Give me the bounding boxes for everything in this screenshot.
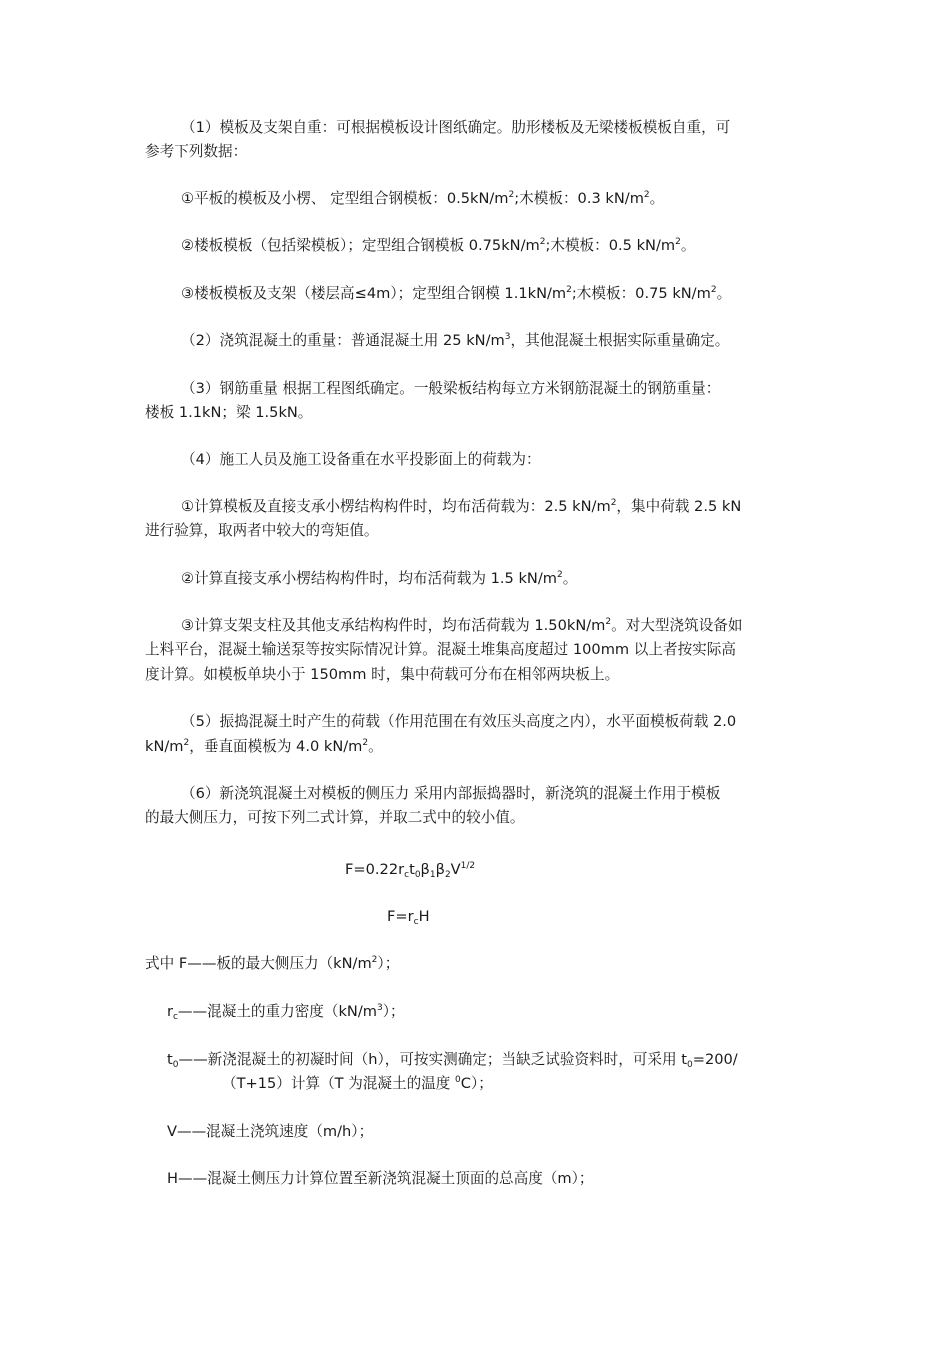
text: ;木模板：0.5 kN/m	[545, 237, 676, 254]
text: H——混凝土侧压力计算位置至新浇筑混凝土顶面的总高度（m）；	[167, 1170, 594, 1187]
text: 的最大侧压力，可按下列二式计算，并取二式中的较小值。	[145, 809, 525, 826]
text: 。	[680, 237, 696, 254]
text: ①平板的模板及小楞、 定型组合钢模板：0.5kN/m	[181, 190, 509, 207]
superscript: 2	[362, 738, 369, 748]
para-3-line-2	[145, 403, 312, 423]
subscript: 2	[444, 870, 451, 880]
text: ③楼板模板及支架（楼层高≤4m）；定型组合钢模 1.1kN/m	[181, 285, 567, 302]
text: 。	[649, 190, 665, 207]
superscript: 2	[605, 617, 612, 627]
para-1a	[181, 189, 664, 209]
text: （6）新浇筑混凝土对模板的侧压力 采用内部振捣器时，新浇筑的混凝土作用于模板	[181, 785, 721, 802]
subscript: 0	[686, 1060, 693, 1070]
para-4b	[181, 569, 577, 589]
para-1c	[181, 284, 731, 304]
text: （1）模板及支架自重：可根据模板设计图纸确定。肋形楼板及无梁楼板模板自重，可	[181, 119, 731, 136]
def-f	[145, 954, 399, 974]
text: ——新浇混凝土的初凝时间（h），可按实测确定；当缺乏试验资料时，可采用 t	[178, 1051, 687, 1068]
text: ①计算模板及直接支承小楞结构构件时，均布活荷载为：2.5 kN/m	[181, 498, 611, 515]
text: ;木模板：0.3 kN/m	[514, 190, 644, 207]
text: F=r	[387, 908, 414, 925]
text: ③计算支架支柱及其他支承结构构件时，均布活荷载为 1.50kN/m	[181, 617, 606, 634]
superscript: 2	[556, 570, 563, 580]
para-4	[181, 450, 541, 470]
para-5-line-1	[181, 712, 736, 732]
subscript: 0	[172, 1060, 179, 1070]
superscript: 0	[455, 1075, 461, 1085]
para-4a-line-2	[145, 521, 379, 541]
text: 式中 F——板的最大侧压力（kN/m	[145, 955, 372, 972]
def-v	[167, 1122, 373, 1142]
para-1-line-2	[145, 142, 247, 162]
text: 。	[368, 738, 383, 755]
para-4c-line-2	[145, 640, 736, 660]
def-t0-line-2	[222, 1074, 493, 1094]
text: β	[435, 861, 445, 878]
para-4c-line-1	[181, 616, 742, 636]
text: β	[420, 861, 430, 878]
superscript: 2	[610, 498, 617, 508]
para-3-line-1	[181, 379, 720, 399]
text: （T+15）计算（T 为混凝土的温度	[222, 1075, 456, 1092]
text: C）；	[460, 1075, 493, 1092]
subscript: c	[173, 1012, 178, 1022]
text: V——混凝土浇筑速度（m/h）；	[167, 1123, 374, 1140]
superscript: 2	[566, 285, 572, 295]
text: ，集中荷载 2.5 kN	[616, 498, 742, 515]
text: 参考下列数据：	[145, 143, 248, 160]
superscript: 3	[504, 332, 511, 342]
text: F=0.22r	[345, 861, 405, 878]
text: （2）浇筑混凝土的重量：普通混凝土用 25 kN/m	[181, 332, 505, 349]
text: 楼板 1.1kN；梁 1.5kN。	[145, 404, 313, 421]
superscript: 2	[539, 237, 546, 247]
text: =200/	[692, 1051, 738, 1068]
text: H	[418, 908, 430, 925]
subscript: c	[404, 870, 410, 880]
text: （4）施工人员及施工设备重在水平投影面上的荷载为：	[181, 451, 541, 468]
para-4a-line-1	[181, 497, 741, 517]
para-2	[181, 331, 729, 351]
text: ②楼板模板（包括梁模板）；定型组合钢模板 0.75kN/m	[181, 237, 540, 254]
def-t0-line-1	[167, 1050, 738, 1070]
para-6-line-1	[181, 784, 720, 804]
text: V	[450, 861, 461, 878]
superscript: 1/2	[460, 861, 476, 871]
text: （5）振捣混凝土时产生的荷载（作用范围在有效压头高度之内），水平面模板荷载 2.0	[181, 713, 737, 730]
superscript: 2	[643, 190, 650, 200]
superscript: 2	[675, 237, 681, 247]
text: ）；	[382, 1003, 405, 1020]
para-1b	[181, 236, 695, 256]
subscript: c	[413, 917, 419, 927]
para-1-line-1	[181, 118, 730, 138]
subscript: 0	[414, 870, 421, 880]
para-4c-line-3	[145, 665, 619, 685]
para-6-line-2	[145, 808, 524, 828]
text: 进行验算，取两者中较大的弯矩值。	[145, 522, 379, 539]
text: 上料平台，混凝土输送泵等按实际情况计算。混凝土堆集高度超过 100mm 以上者按实际高	[145, 641, 736, 658]
text: t	[167, 1051, 173, 1068]
text: 。	[562, 570, 578, 587]
para-5-line-2	[145, 737, 383, 757]
text: r	[167, 1003, 173, 1020]
def-rc	[167, 1002, 405, 1022]
formula-2	[387, 907, 430, 927]
text: 。对大型浇筑设备如	[611, 617, 743, 634]
text: kN/m	[145, 738, 184, 755]
text: ②计算直接支承小楞结构构件时，均布活荷载为 1.5 kN/m	[181, 570, 557, 587]
superscript: 2	[371, 955, 378, 965]
text: ，其他混凝土根据实际重量确定。	[510, 332, 730, 349]
text: 度计算。如模板单块小于 150mm 时，集中荷载可分布在相邻两块板上。	[145, 666, 620, 683]
text: ;木模板：0.75 kN/m	[571, 285, 711, 302]
text: ，垂直面模板为 4.0 kN/m	[189, 738, 363, 755]
text: （3）钢筋重量 根据工程图纸确定。一般梁板结构每立方米钢筋混凝土的钢筋重量：	[181, 380, 721, 397]
text: 。	[716, 285, 732, 302]
def-h	[167, 1169, 594, 1189]
formula-1	[345, 860, 475, 880]
superscript: 2	[710, 285, 717, 295]
superscript: 3	[377, 1003, 383, 1013]
subscript: 1	[429, 870, 436, 880]
superscript: 2	[508, 190, 515, 200]
text: ——混凝土的重力密度（kN/m	[177, 1003, 377, 1020]
text: t	[409, 861, 415, 878]
superscript: 2	[183, 738, 190, 748]
text: ）；	[377, 955, 400, 972]
